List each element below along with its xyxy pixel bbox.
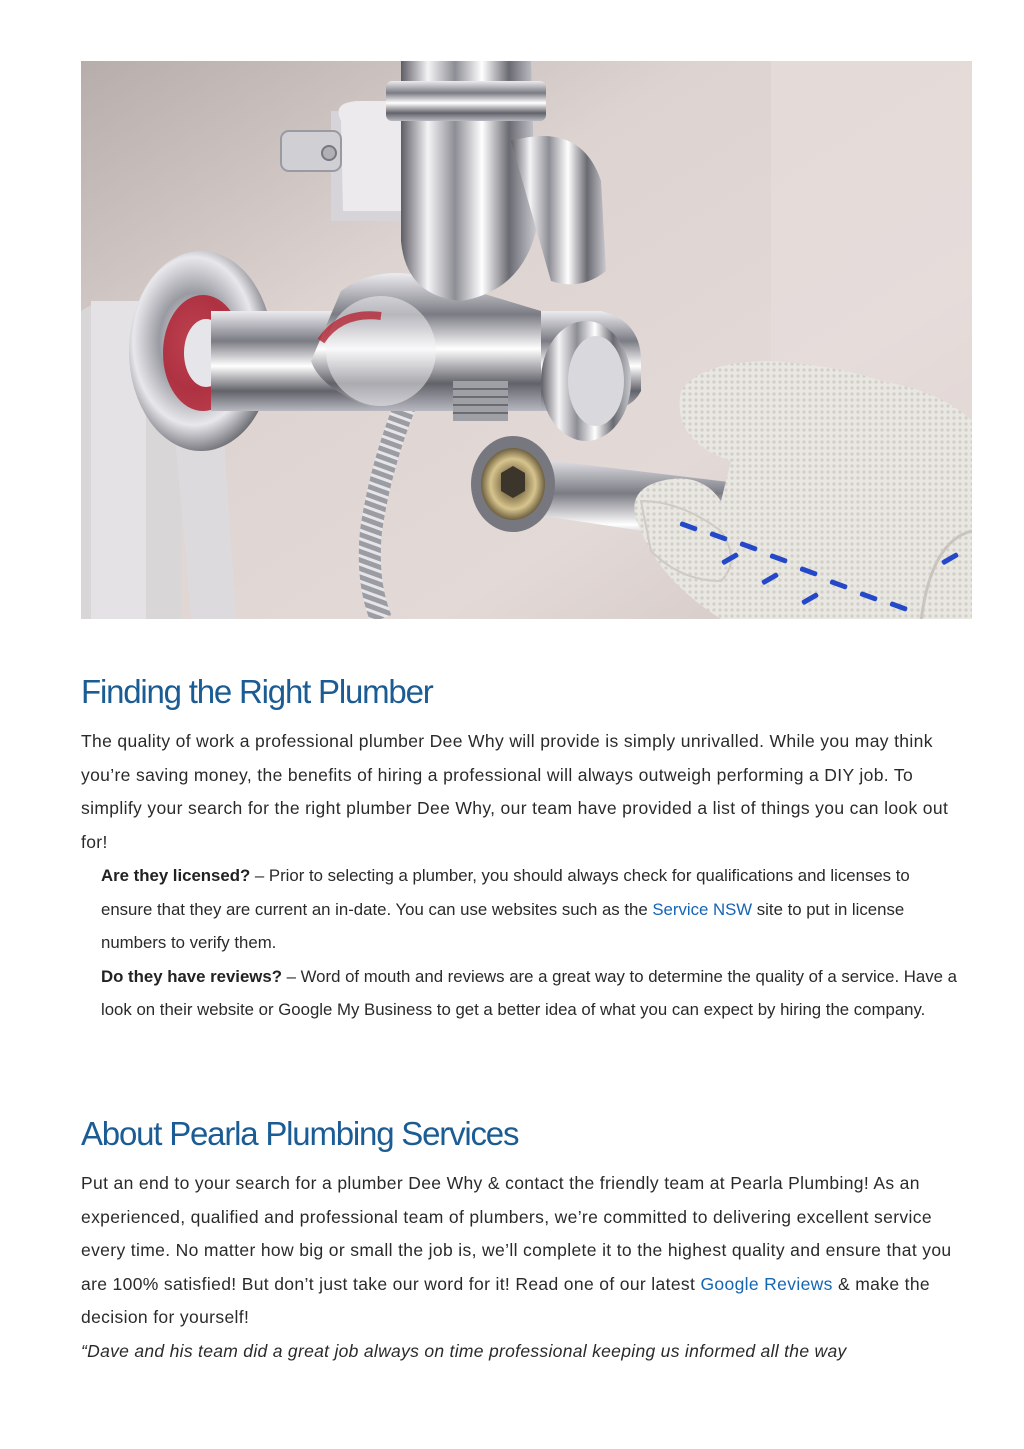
hero-image xyxy=(81,61,972,619)
list-item-text: – Prior to selecting a plumber, you should always check for qualifications and licenses to ensure that they are current an in-date. You can use websites such as the xyxy=(101,866,910,919)
about-heading: About Pearla Plumbing Services xyxy=(81,1115,519,1152)
service-nsw-link[interactable]: Service NSW xyxy=(652,899,753,919)
list-item-text: site to put in license numbers to verify them. xyxy=(101,899,905,952)
about-text-part: Put an end to your search for a plumber Dee Why & contact the friendly team at Pearla Plumbing! As an experienced, qualified and professional team of plumbers, we’re committed to delivering excellent service every time. No matter how big or small the job is, we’ll complete it to the highest quality and ensure that you are 100% satisfied! But don’t just take our word for it! Read one of our latest xyxy=(81,1173,952,1294)
review-quote: “Dave and his team did a great job always on time professional keeping us informed all the way xyxy=(81,1341,847,1361)
about-text xyxy=(81,1167,973,1335)
finding-plumber-intro: The quality of work a professional plumber Dee Why will provide is simply unrivalled. While you may think you’re saving money, the benefits of hiring a professional will always outweigh performing a DIY job. To simplify your search for the right plumber Dee Why, our team have provided a list of things you can look out for! xyxy=(81,731,949,852)
checklist xyxy=(101,859,961,1027)
google-reviews-link[interactable]: Google Reviews xyxy=(700,1273,833,1294)
finding-plumber-heading: Finding the Right Plumber xyxy=(81,673,433,710)
list-item-title: Are they licensed? xyxy=(101,866,251,885)
list-item-reviews xyxy=(101,960,961,1027)
list-item-text: – Word of mouth and reviews are a great way to determine the quality of a service. Have a look on their website or Google My Business to get a better idea of what you can expect by hiring the company. xyxy=(101,966,957,1019)
about-text-part: & make the decision for yourself! xyxy=(81,1273,930,1327)
list-item-title: Do they have reviews? xyxy=(101,966,282,986)
list-item-licensed xyxy=(101,859,961,960)
